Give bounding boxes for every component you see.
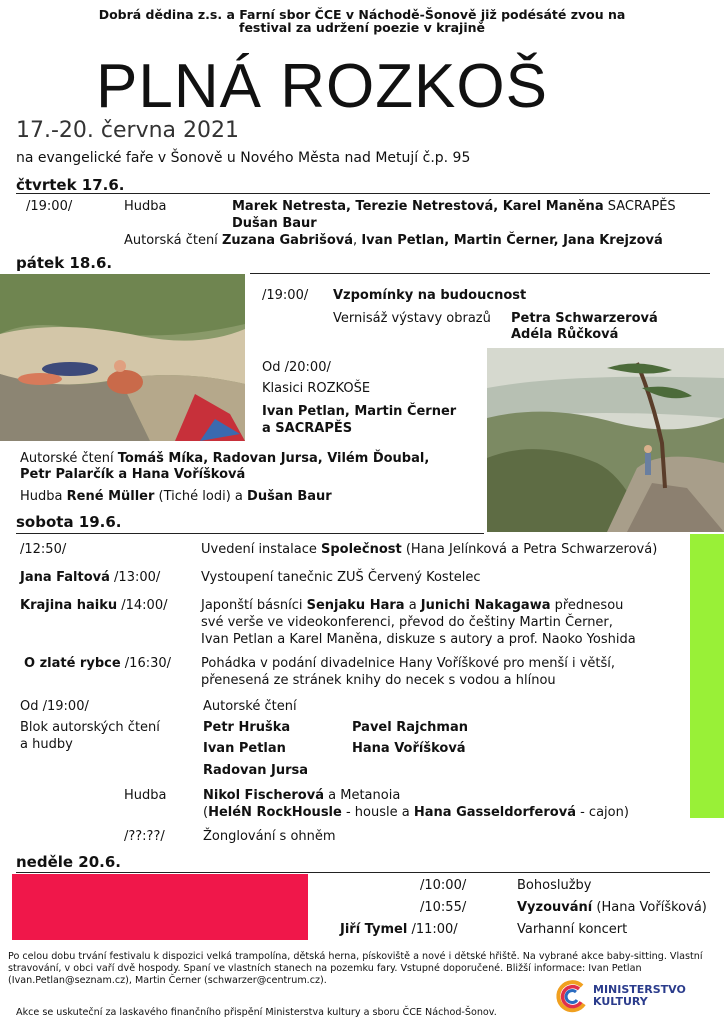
sat-row3-text-c: a <box>408 598 417 613</box>
sun-time-2: /10:55/ <box>420 900 467 915</box>
thursday-reading-label: Autorská čtení <box>124 233 218 248</box>
day-heading-sunday: neděle 20.6. <box>16 853 122 871</box>
sun-event-2-title: Vyzouvání <box>517 900 593 915</box>
divider <box>16 872 710 873</box>
thursday-reading-line <box>124 233 663 248</box>
sun-event-1: Bohoslužby <box>517 878 592 893</box>
sat-row3-name: Krajina haiku <box>20 598 118 613</box>
sat-row6-performer-1: Nikol Fischerová <box>203 788 324 803</box>
vernisage-artist-2: Adéla Růčková <box>511 327 619 342</box>
sat-row1-installation: Společnost <box>321 542 402 557</box>
thursday-music-line <box>232 199 676 214</box>
sun-event-2-author: (Hana Voříšková) <box>596 900 707 915</box>
friday-time-2: Od /20:00/ <box>262 360 331 375</box>
sat-row1-text-a: Uvedení instalace <box>201 542 317 557</box>
thursday-music-line2: Dušan Baur <box>232 216 317 231</box>
sat-row5-block-1: Blok autorských čtení <box>20 720 160 735</box>
day-heading-friday: pátek 18.6. <box>16 254 113 272</box>
intro-line-2: festival za udržení poezie v krajině <box>239 20 485 35</box>
sat-row3-line2: své verše ve videokonferenci, převod do češtiny Martin Černer, <box>201 615 613 630</box>
sat-row3-time: /14:00/ <box>121 598 168 613</box>
sat-row6-instrument-1: - housle a <box>345 805 410 820</box>
friday-readings-label: Autorské čtení <box>20 451 114 466</box>
ministry-logo-icon <box>554 978 590 1014</box>
sat-row4-left <box>24 656 171 671</box>
sat-reader-5: Radovan Jursa <box>203 763 309 778</box>
sat-row6-performer-2: HeléN RockHousle <box>208 805 342 820</box>
sat-row5-block-2: a hudby <box>20 737 73 752</box>
sun-time-3: /11:00/ <box>411 922 458 937</box>
sat-row2-text: Vystoupení tanečnic ZUŠ Červený Kostelec <box>201 570 481 585</box>
sat-row6-group: a Metanoia <box>328 788 401 803</box>
divider <box>250 273 710 274</box>
red-box <box>12 874 308 940</box>
sat-row2-left <box>20 570 160 585</box>
friday-music-note: (Tiché lodi) a <box>158 489 243 504</box>
sat-row6-paren: ( <box>203 805 209 820</box>
sat-row6-line2 <box>203 805 629 820</box>
sat-reader-4: Hana Voříšková <box>352 741 466 756</box>
sat-row7-time: /??:??/ <box>124 829 165 844</box>
sat-row6-instrument-2: - cajon) <box>580 805 629 820</box>
friday-music-line <box>20 489 332 504</box>
sat-reader-1: Petr Hruška <box>203 720 291 735</box>
sun-event-3: Varhanní koncert <box>517 922 628 937</box>
friday-music-label: Hudba <box>20 489 63 504</box>
sat-row4-time: /16:30/ <box>124 656 172 671</box>
friday-music-performer-1: René Müller <box>66 489 155 504</box>
friday-classics-performers-1: Ivan Petlan, Martin Černer <box>262 404 457 419</box>
sat-row4-line2: přenesená ze stránek knihy do necek s vodou a hlínou <box>201 673 556 688</box>
sat-row3-line1 <box>201 598 623 613</box>
sat-row3-poet-1: Senjaku Hara <box>306 598 405 613</box>
sat-row5-time: Od /19:00/ <box>20 699 89 714</box>
thursday-reading-performers-1: Zuzana Gabrišová <box>221 233 354 248</box>
sat-reader-2: Pavel Rajchman <box>352 720 468 735</box>
sat-row7-text: Žonglování s ohněm <box>203 829 336 844</box>
sat-row3-line3: Ivan Petlan a Karel Maněna, diskuze s autory a prof. Naoko Yoshida <box>201 632 636 647</box>
sun-event-2 <box>517 900 707 915</box>
thursday-music-performers: Marek Netresta, Terezie Netrestová, Karel Maněna <box>232 199 604 214</box>
sat-row3-poet-2: Junichi Nakagawa <box>420 598 551 613</box>
thursday-reading-performers-2: Ivan Petlan, Martin Černer, Jana Krejzová <box>361 233 663 248</box>
sat-row1-authors: (Hana Jelínková a Petra Schwarzerová) <box>405 542 658 557</box>
friday-event-1: Vzpomínky na budoucnost <box>333 288 527 303</box>
sat-row6-label: Hudba <box>124 788 167 803</box>
ministry-logo-line-2: KULTURY <box>593 995 648 1008</box>
divider <box>16 193 710 194</box>
festival-title: PLNÁ ROZKOŠ <box>96 52 548 121</box>
sat-row1-text <box>201 542 657 557</box>
sat-row6-line1 <box>203 788 400 803</box>
sun-performer: Jiří Tymel <box>340 922 408 937</box>
thursday-music-label: Hudba <box>124 199 167 214</box>
sat-row4-name: O zlaté rybce <box>24 656 121 671</box>
sat-row4-line1: Pohádka v podání divadelnice Hany Voříškové pro menší i větší, <box>201 656 616 671</box>
day-heading-thursday: čtvrtek 17.6. <box>16 176 125 194</box>
vernisage-label: Vernisáž výstavy obrazů <box>333 311 491 326</box>
sat-row2-time: /13:00/ <box>114 570 161 585</box>
sat-row6-performer-3: Hana Gasseldorferová <box>413 805 576 820</box>
thursday-music-group: SACRAPĚS <box>607 199 676 214</box>
friday-readings-names-2: Petr Palarčík a Hana Voříšková <box>20 467 246 482</box>
friday-music-performer-2: Dušan Baur <box>247 489 332 504</box>
friday-time-1: /19:00/ <box>262 288 309 303</box>
sat-row3-left <box>20 598 167 613</box>
green-bar <box>690 534 724 818</box>
friday-readings-names-1: Tomáš Míka, Radovan Jursa, Vilém Ďoubal, <box>117 451 430 466</box>
thursday-reading-separator: , <box>353 233 358 248</box>
sat-reader-3: Ivan Petlan <box>203 741 286 756</box>
beach-painting <box>0 274 245 441</box>
sat-row2-name: Jana Faltová <box>20 570 110 585</box>
sun-row3-left <box>340 922 458 937</box>
footer-info: Po celou dobu trvání festivalu k dispozici velká trampolína, dětská herna, pískoviště a nové i dětské hřiště. Na vybrané akce baby-sitting. Vlastní stravování, v obci vaří dvě hospody. Spaní ve vlastních stanech na pozemku fary. Vstupné doporučené. Bližší informace: Ivan Petlan (Ivan.Petlan@seznam.cz), Martin Černer (schwarzer@centrum.cz). <box>8 951 703 986</box>
vernisage-artist-1: Petra Schwarzerová <box>511 311 658 326</box>
festival-place: na evangelické faře v Šonově u Nového Města nad Metují č.p. 95 <box>16 150 471 166</box>
sat-row3-text-e: přednesou <box>554 598 624 613</box>
landscape-painting <box>487 348 724 532</box>
ministry-logo-line-1: MINISTERSTVO <box>593 983 686 996</box>
sun-time-1: /10:00/ <box>420 878 467 893</box>
footer-support: Akce se uskuteční za laskavého finančního přispění Ministerstva kultury a sboru ČCE Náchod-Šonov. <box>16 1007 497 1018</box>
friday-classics: Klasici ROZKOŠE <box>262 381 371 396</box>
ministry-logo-text <box>593 984 686 1008</box>
day-heading-saturday: sobota 19.6. <box>16 513 122 531</box>
divider <box>16 533 484 534</box>
sat-row5-label: Autorské čtení <box>203 699 297 714</box>
festival-dates: 17.-20. června 2021 <box>16 118 240 143</box>
friday-readings-line-1 <box>20 451 429 466</box>
intro-line-1: Dobrá dědina z.s. a Farní sbor ČCE v Náchodě-Šonově již podésáté zvou na <box>98 7 626 22</box>
sat-row1-time: /12:50/ <box>20 542 67 557</box>
thursday-time: /19:00/ <box>26 199 73 214</box>
sat-row3-text-a: Japonští básníci <box>201 598 303 613</box>
friday-classics-performers-2: a SACRAPĚS <box>262 421 353 436</box>
